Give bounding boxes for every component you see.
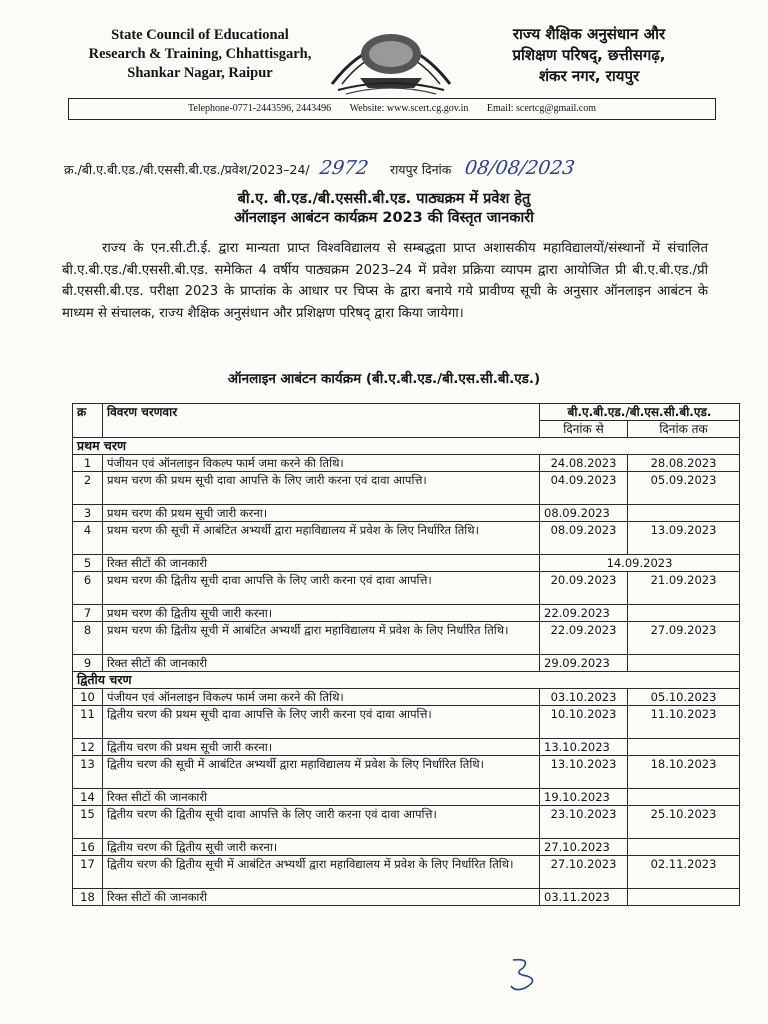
row-date-from: 08.09.2023 — [540, 522, 628, 555]
website: Website: www.scert.cg.gov.in — [349, 103, 469, 114]
row-serial: 6 — [73, 572, 103, 605]
row-serial: 4 — [73, 522, 103, 555]
row-serial: 9 — [73, 655, 103, 672]
row-date-to — [628, 655, 740, 672]
row-description: द्वितीय चरण की प्रथम सूची जारी करना। — [103, 739, 540, 756]
row-description: द्वितीय चरण की द्वितीय सूची दावा आपत्ति के लिए जारी करना एवं दावा आपत्ति। — [103, 806, 540, 839]
row-description: प्रथम चरण की प्रथम सूची दावा आपत्ति के लिए जारी करना एवं दावा आपत्ति। — [103, 472, 540, 505]
row-date-from: 20.09.2023 — [540, 572, 628, 605]
row-date-from: 27.10.2023 — [540, 839, 628, 856]
table-row — [73, 605, 740, 622]
table-row — [73, 706, 740, 739]
row-date-to — [628, 505, 740, 522]
row-description: द्वितीय चरण की द्वितीय सूची में आबंटित अभ्यर्थी द्वारा महाविद्यालय में प्रवेश के लिए निर्धारित तिथि। — [103, 856, 540, 889]
row-date-from: 03.10.2023 — [540, 689, 628, 706]
row-date-from: 24.08.2023 — [540, 455, 628, 472]
table-row — [73, 739, 740, 756]
row-description: प्रथम चरण की द्वितीय सूची दावा आपत्ति के लिए जारी करना एवं दावा आपत्ति। — [103, 572, 540, 605]
org-name-hindi — [464, 24, 714, 87]
title-line-2: ऑनलाइन आबंटन कार्यक्रम 2023 की विस्तृत जानकारी — [234, 210, 534, 226]
phase-1-header-row — [73, 438, 740, 455]
header-date-to: दिनांक तक — [628, 421, 740, 438]
table-row — [73, 522, 740, 555]
scert-emblem-logo — [326, 18, 456, 96]
row-description: रिक्त सीटों की जानकारी — [103, 655, 540, 672]
table-row — [73, 555, 740, 572]
reference-line — [64, 155, 724, 181]
table-row — [73, 455, 740, 472]
row-date-to: 28.08.2023 — [628, 455, 740, 472]
org-hi-line-2: प्रशिक्षण परिषद्, छत्तीसगढ़, — [512, 46, 666, 64]
phase-label: द्वितीय चरण — [73, 672, 740, 689]
schedule-table — [72, 403, 740, 906]
row-serial: 17 — [73, 856, 103, 889]
row-date-from: 29.09.2023 — [540, 655, 628, 672]
intro-paragraph: राज्य के एन.सी.टी.ई. द्वारा मान्यता प्राप्त विश्वविद्यालय से सम्बद्धता प्राप्त अशासकीय महाविद्यालयों/संस्थानों में संचालित बी.ए.बी.एड./बी.एससी.बी.एड. समेकित 4 वर्षीय पाठ्यक्रम 2023–24 में प्रवेश प्रक्रिया व्यापम द्वारा आयोजित प्री बी.ए.बी.एड./प्री बी.एससी.बी.एड. परीक्षा 2023 के प्राप्तांक के आधार पर चिप्स के द्वारा बनाये गये प्रावीण्य सूची के अनुसार ऑनलाइन आबंटन के माध्यम से संचालक, राज्य शैक्षिक अनुसंधान और प्रशिक्षण परिषद् द्वारा किया जायेगा। — [62, 241, 708, 321]
row-date-to — [628, 889, 740, 906]
row-date-from: 22.09.2023 — [540, 622, 628, 655]
table-row — [73, 756, 740, 789]
telephone: Telephone-0771-2443596, 2443496 — [187, 103, 332, 114]
org-hi-line-3: शंकर नगर, रायपुर — [538, 67, 640, 85]
row-date-to: 18.10.2023 — [628, 756, 740, 789]
table-row — [73, 689, 740, 706]
row-date-from: 08.09.2023 — [540, 505, 628, 522]
row-description: प्रथम चरण की द्वितीय सूची में आबंटित अभ्यर्थी द्वारा महाविद्यालय में प्रवेश के लिए निर्धारित तिथि। — [103, 622, 540, 655]
signature-initials — [505, 954, 545, 994]
row-date-to — [628, 789, 740, 806]
row-date-to — [628, 605, 740, 622]
row-date-to: 27.09.2023 — [628, 622, 740, 655]
row-serial: 10 — [73, 689, 103, 706]
row-date-to: 11.10.2023 — [628, 706, 740, 739]
row-date-from: 19.10.2023 — [540, 789, 628, 806]
row-date-to: 05.10.2023 — [628, 689, 740, 706]
row-description: रिक्त सीटों की जानकारी — [103, 789, 540, 806]
row-serial: 11 — [73, 706, 103, 739]
row-serial: 1 — [73, 455, 103, 472]
table-row — [73, 472, 740, 505]
row-date-to: 05.09.2023 — [628, 472, 740, 505]
row-date-from: 03.11.2023 — [540, 889, 628, 906]
row-serial: 15 — [73, 806, 103, 839]
document-title — [80, 190, 688, 228]
row-date-to: 25.10.2023 — [628, 806, 740, 839]
schedule-subtitle: ऑनलाइन आबंटन कार्यक्रम (बी.ए.बी.एड./बी.एस.सी.बी.एड.) — [227, 371, 541, 387]
email: Email: scertcg@gmail.com — [486, 103, 597, 114]
row-date-from: 04.09.2023 — [540, 472, 628, 505]
table-row — [73, 655, 740, 672]
row-date-from: 10.10.2023 — [540, 706, 628, 739]
row-description: द्वितीय चरण की द्वितीय सूची जारी करना। — [103, 839, 540, 856]
table-row — [73, 622, 740, 655]
row-date-from: 13.10.2023 — [540, 739, 628, 756]
row-description: प्रथम चरण की द्वितीय सूची जारी करना। — [103, 605, 540, 622]
row-date-to — [628, 839, 740, 856]
header-course: बी.ए.बी.एड./बी.एस.सी.बी.एड. — [540, 404, 740, 421]
phase-label: प्रथम चरण — [73, 438, 740, 455]
table-row — [73, 889, 740, 906]
row-description: द्वितीय चरण की सूची में आबंटित अभ्यर्थी द्वारा महाविद्यालय में प्रवेश के लिए निर्धारित तिथि। — [103, 756, 540, 789]
row-serial: 5 — [73, 555, 103, 572]
row-serial: 16 — [73, 839, 103, 856]
row-date-from: 23.10.2023 — [540, 806, 628, 839]
row-serial: 2 — [73, 472, 103, 505]
row-serial: 18 — [73, 889, 103, 906]
row-serial: 8 — [73, 622, 103, 655]
row-description: रिक्त सीटों की जानकारी — [103, 889, 540, 906]
row-description: पंजीयन एवं ऑनलाइन विकल्प फार्म जमा करने की तिथि। — [103, 689, 540, 706]
header-date-from: दिनांक से — [540, 421, 628, 438]
table-row — [73, 839, 740, 856]
row-date-to: 13.09.2023 — [628, 522, 740, 555]
table-row — [73, 789, 740, 806]
table-row — [73, 806, 740, 839]
row-date-to — [628, 739, 740, 756]
row-description: प्रथम चरण की सूची में आबंटित अभ्यर्थी द्वारा महाविद्यालय में प्रवेश के लिए निर्धारित तिथि। — [103, 522, 540, 555]
org-en-line-1: State Council of Educational — [111, 27, 289, 43]
handwritten-date: 08/08/2023 — [463, 157, 577, 179]
row-serial: 14 — [73, 789, 103, 806]
row-date-from: 13.10.2023 — [540, 756, 628, 789]
row-serial: 7 — [73, 605, 103, 622]
org-name-english — [84, 26, 316, 83]
row-date: 14.09.2023 — [540, 555, 740, 572]
row-serial: 13 — [73, 756, 103, 789]
phase-2-header-row — [73, 672, 740, 689]
place-date-label: रायपुर दिनांक — [389, 162, 452, 177]
header-serial: क्र — [73, 404, 103, 438]
row-serial: 12 — [73, 739, 103, 756]
header-description: विवरण चरणवार — [103, 404, 540, 438]
row-date-to: 21.09.2023 — [628, 572, 740, 605]
row-description: पंजीयन एवं ऑनलाइन विकल्प फार्म जमा करने की तिथि। — [103, 455, 540, 472]
reference-prefix: क्र./बी.ए.बी.एड./बी.एससी.बी.एड./प्रवेश/2023–24/ — [64, 162, 310, 177]
org-en-line-3: Shankar Nagar, Raipur — [127, 65, 273, 81]
row-serial: 3 — [73, 505, 103, 522]
table-row — [73, 505, 740, 522]
row-date-from: 22.09.2023 — [540, 605, 628, 622]
handwritten-reference-number: 2972 — [318, 157, 370, 179]
table-header-row — [73, 404, 740, 421]
row-description: द्वितीय चरण की प्रथम सूची दावा आपत्ति के लिए जारी करना एवं दावा आपत्ति। — [103, 706, 540, 739]
title-line-1: बी.ए. बी.एड./बी.एससी.बी.एड. पाठ्यक्रम में प्रवेश हेतु — [237, 191, 531, 207]
row-description: रिक्त सीटों की जानकारी — [103, 555, 540, 572]
table-row — [73, 572, 740, 605]
table-row — [73, 856, 740, 889]
row-description: प्रथम चरण की प्रथम सूची जारी करना। — [103, 505, 540, 522]
org-hi-line-1: राज्य शैक्षिक अनुसंधान और — [512, 25, 666, 43]
org-en-line-2: Research & Training, Chhattisgarh, — [88, 46, 312, 62]
row-date-from: 27.10.2023 — [540, 856, 628, 889]
row-date-to: 02.11.2023 — [628, 856, 740, 889]
contact-info-box — [68, 98, 716, 120]
